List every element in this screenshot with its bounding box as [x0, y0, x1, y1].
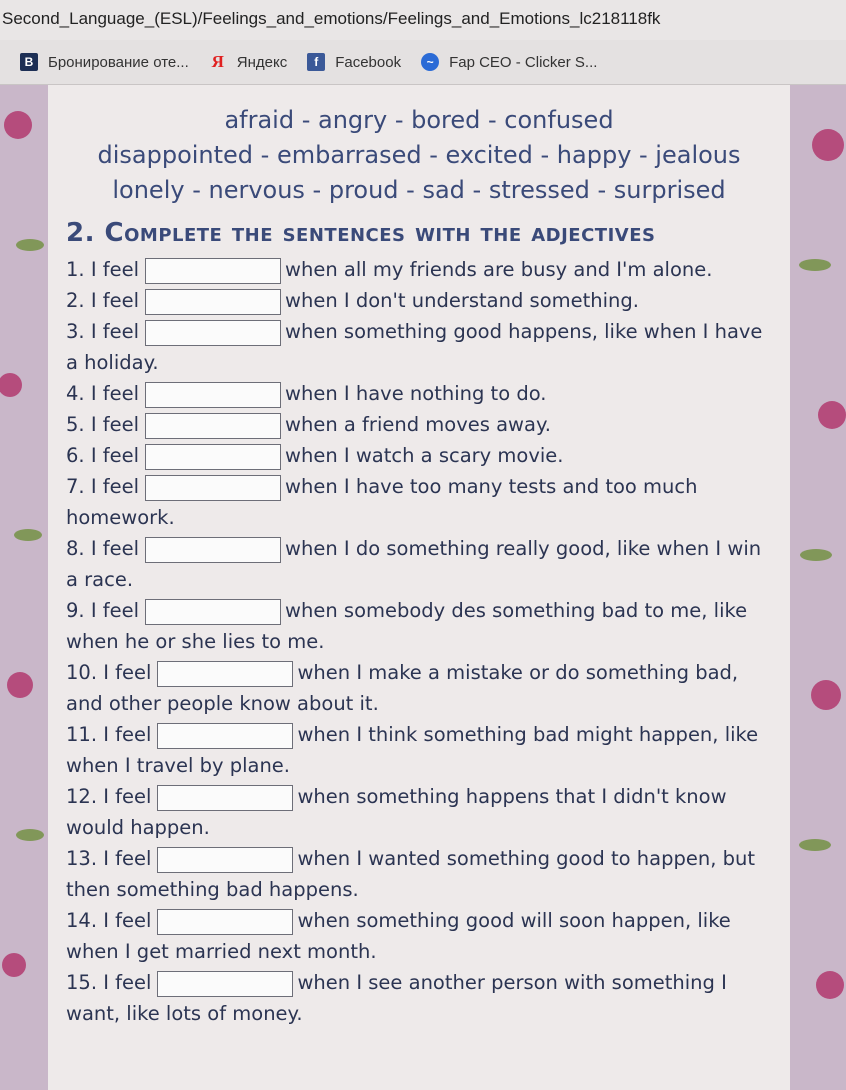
sentence-start: I feel — [90, 258, 140, 281]
sentence-item — [66, 595, 770, 657]
sentence-number: 6. — [66, 444, 85, 467]
sentence-end: when I do something really good, like when I win a race. — [66, 537, 762, 591]
sentence-number: 15. — [66, 971, 98, 994]
bookmark-booking[interactable] — [20, 53, 189, 71]
sentence-number: 5. — [66, 413, 85, 436]
sentence-number: 3. — [66, 320, 85, 343]
sentence-item — [66, 533, 770, 595]
answer-input[interactable] — [145, 444, 281, 470]
sentence-end: when I have too many tests and too much homework. — [66, 475, 698, 529]
answer-input[interactable] — [145, 413, 281, 439]
sentence-end: when a friend moves away. — [285, 413, 551, 436]
sentence-start: I feel — [103, 661, 152, 684]
sentence-start: I feel — [103, 723, 152, 746]
sentence-end: when all my friends are busy and I'm alone. — [285, 258, 713, 281]
sentence-end: when something good happens, like when I have a holiday. — [66, 320, 763, 374]
sentence-number: 14. — [66, 909, 98, 932]
sentence-item — [66, 378, 770, 409]
worksheet-frame — [0, 85, 846, 1090]
answer-input[interactable] — [145, 382, 281, 408]
sentence-end: when I see another person with something I want, like lots of money. — [66, 971, 727, 1025]
sentence-start: I feel — [90, 475, 140, 498]
sentence-item — [66, 316, 770, 378]
sentence-end: when somebody des something bad to me, like when he or she lies to me. — [66, 599, 748, 653]
answer-input[interactable] — [145, 320, 281, 346]
window-title: Second_Language_(ESL)/Feelings_and_emotions/Feelings_and_Emotions_lc218118fk — [0, 0, 846, 40]
sentence-item — [66, 409, 770, 440]
sentence-end: when I watch a scary movie. — [285, 444, 564, 467]
sentence-start: I feel — [103, 971, 152, 994]
sentence-start: I feel — [103, 785, 152, 808]
word-bank-line: lonely - nervous - proud - sad - stressed - surprised — [112, 176, 726, 204]
answer-input[interactable] — [145, 537, 281, 563]
answer-input[interactable] — [145, 475, 281, 501]
bookmark-label: Facebook — [335, 53, 402, 71]
sentence-end: when I don't understand something. — [285, 289, 639, 312]
sentence-number: 13. — [66, 847, 98, 870]
answer-input[interactable] — [145, 258, 281, 284]
sentence-item — [66, 657, 770, 719]
bookmark-yandex[interactable] — [209, 53, 287, 71]
sentence-item — [66, 285, 770, 316]
sentence-item — [66, 843, 770, 905]
answer-input[interactable] — [157, 971, 293, 997]
sentence-end: when something happens that I didn't know would happen. — [66, 785, 727, 839]
sentence-start: I feel — [90, 413, 140, 436]
sentence-end: when I think something bad might happen, like when I travel by plane. — [66, 723, 759, 777]
answer-input[interactable] — [157, 847, 293, 873]
sentence-start: I feel — [103, 847, 152, 870]
sentence-end: when I wanted something good to happen, but then something bad happens. — [66, 847, 755, 901]
exercise-heading: 2. Complete the sentences with the adjectives — [66, 218, 656, 248]
sentence-end: when something good will soon happen, like when I get married next month. — [66, 909, 731, 963]
sentence-start: I feel — [90, 382, 140, 405]
answer-input[interactable] — [157, 785, 293, 811]
worksheet-page — [48, 85, 790, 1090]
sentence-start: I feel — [90, 599, 140, 622]
bookmark-facebook[interactable] — [307, 53, 401, 71]
booking-icon: B — [20, 53, 38, 71]
answer-input[interactable] — [157, 723, 293, 749]
sentence-number: 4. — [66, 382, 85, 405]
answer-input[interactable] — [145, 599, 281, 625]
sentence-number: 7. — [66, 475, 85, 498]
answer-input[interactable] — [157, 909, 293, 935]
sentence-item — [66, 781, 770, 843]
bookmark-label: Яндекс — [236, 53, 288, 71]
sentence-start: I feel — [90, 537, 140, 560]
sentence-list — [66, 254, 770, 1029]
bookmark-fap-ceo[interactable] — [421, 53, 597, 71]
sentence-item — [66, 905, 770, 967]
sentence-number: 1. — [66, 258, 85, 281]
bookmark-label: Бронирование оте... — [48, 53, 189, 71]
sentence-item — [66, 719, 770, 781]
facebook-icon: f — [307, 53, 325, 71]
sentence-item — [66, 967, 770, 1029]
word-bank — [48, 103, 790, 208]
sentence-number: 2. — [66, 289, 85, 312]
sentence-number: 10. — [66, 661, 98, 684]
sentence-start: I feel — [90, 289, 140, 312]
yandex-icon: Я — [211, 52, 224, 71]
bookmarks-bar — [0, 40, 846, 85]
answer-input[interactable] — [145, 289, 281, 315]
sentence-end: when I make a mistake or do something bad, and other people know about it. — [66, 661, 739, 715]
sentence-number: 9. — [66, 599, 85, 622]
sentence-start: I feel — [90, 320, 140, 343]
sentence-number: 8. — [66, 537, 85, 560]
sentence-item — [66, 471, 770, 533]
sentence-number: 11. — [66, 723, 98, 746]
fap-icon: ~ — [421, 53, 439, 71]
sentence-start: I feel — [103, 909, 152, 932]
sentence-item — [66, 254, 770, 285]
bookmark-label: Fap CEO - Clicker S... — [449, 53, 598, 71]
sentence-item — [66, 440, 770, 471]
word-bank-line: afraid - angry - bored - confused — [224, 106, 614, 134]
sentence-start: I feel — [90, 444, 140, 467]
answer-input[interactable] — [157, 661, 293, 687]
sentence-end: when I have nothing to do. — [285, 382, 547, 405]
sentence-number: 12. — [66, 785, 98, 808]
word-bank-line: disappointed - embarrased - excited - happy - jealous — [97, 141, 741, 169]
